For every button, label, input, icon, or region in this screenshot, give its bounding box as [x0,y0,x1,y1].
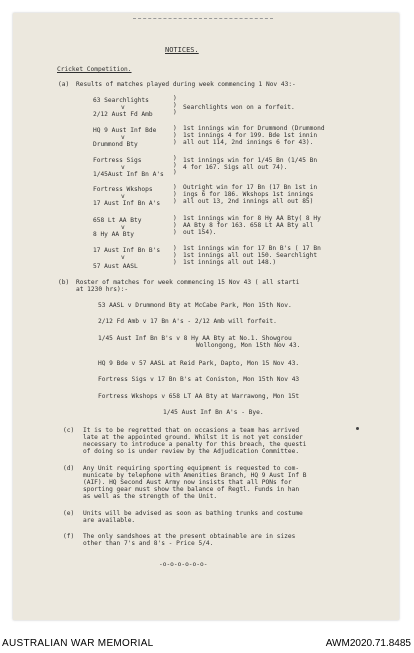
match-team2: 17 Aust Inf Bn A's [93,200,161,207]
match-result-line: 1st innings win for 1/45 Bn (1/45 Bn [183,157,318,164]
match-versus: v [121,104,125,111]
item-f-label: (f) [63,533,75,540]
fixture: 1/45 Aust Inf Bn B's v 8 Hy AA Bty at No.1. Showgrou [98,335,292,342]
match-result-line: out 154). [183,229,217,236]
item-c-line: of doing so is under review by the Adjudication Committee. [83,448,300,455]
brace: ) ) ) [173,155,177,176]
match-result-line: ings 6 for 186. Wkshops 1st innings [183,191,314,198]
match-result-line: 1st innings win for Drummond (Drummond [183,125,325,132]
item-f-line: other than 7's and 8's - Price 5/4. [83,540,214,547]
match-result-line: all out 13, 2nd innings all out 85) [183,198,314,205]
match-team1: HQ 9 Aust Inf Bde [93,127,157,134]
section-heading: Cricket Competition. [57,66,132,73]
match-versus: v [121,193,125,200]
item-b-intro: at 1230 hrs):- [76,286,129,293]
fixture: Fortress Wkshops v 658 LT AA Bty at Warrawong, Mon 15t [98,393,300,400]
fixture: HQ 9 Bde v 57 AASL at Reid Park, Dapto, Mon 15 Nov 43. [98,360,300,367]
match-team1: 17 Aust Inf Bn B's [93,247,161,254]
item-c-line: necessary to introduce a penalty for this breach, the questi [83,441,307,448]
brace: ) ) ) [173,215,177,236]
match-result-line: Outright win for 17 Bn (17 Bn 1st in [183,184,318,191]
item-d-line: Any Unit requiring sporting equipment is requested to com- [83,465,300,472]
item-e-label: (e) [63,510,75,517]
item-a-label: (a) [58,81,70,88]
match-result-line: 4 for 167. Sigs all out 74). [183,164,288,171]
document-page [13,13,399,620]
end-mark: -o-o-o-o-o-o- [159,561,208,568]
item-d-line: municate by telephone with Amenities Branch, HQ 9 Aust Inf B [83,472,307,479]
match-team2: 8 Hy AA Bty [93,231,134,238]
match-result-line: 1st innings win for 17 Bn B's ( 17 Bn [183,245,321,252]
item-e-line: Units will be advised as soon as bathing trunks and costume [83,510,303,517]
fixture: Wollongong, Mon 15th Nov 43. [196,342,301,349]
item-b-label: (b) [58,279,70,286]
item-d-line: (AIF). HQ Second Aust Army now insists that all PONs for [83,479,292,486]
item-c-line: It is to be regretted that on occasions a team has arrived [83,427,300,434]
item-d-label: (d) [63,465,75,472]
footer-bar [0,634,414,653]
fixture: 53 AASL v Drummond Bty at McCabe Park, Mon 15th Nov. [98,302,292,309]
match-result-line: 1st innings 4 for 199. Bde 1st innin [183,132,318,139]
match-result-line: all out 114, 2nd innings 6 for 43). [183,139,314,146]
match-team2: Drummond Bty [93,141,138,148]
footer-catalogue-id: AWM2020.71.8485 [325,638,411,649]
item-e-line: are available. [83,517,136,524]
footer-credit: AUSTRALIAN WAR MEMORIAL [2,638,154,649]
match-team2: 57 Aust AASL [93,263,138,270]
match-team2: 1/45Aust Inf Bn A's [93,171,164,178]
match-team1: Fortress Sigs [93,157,142,164]
match-team2: 2/12 Aust Fd Amb [93,111,153,118]
match-result-line: Searchlights won on a forfeit. [183,104,295,111]
item-b-intro: Roster of matches for week commencing 15 Nov 43 ( all starti [76,279,300,286]
fixture: Fortress Sigs v 17 Bn B's at Coniston, Mon 15th Nov 43 [98,376,300,383]
match-team1: 658 Lt AA Bty [93,217,142,224]
brace: ) ) ) [173,184,177,205]
item-c-label: (c) [63,427,75,434]
fixture: 2/12 Fd Amb v 17 Bn A's - 2/12 Amb will forfeit. [98,318,277,325]
match-result-line: 1st innings all out 148.) [183,259,277,266]
brace: ) ) ) [173,125,177,146]
match-versus: v [121,224,125,231]
item-a-intro: Results of matches played during week commencing 1 Nov 43:- [76,81,296,88]
match-result-line: 1st innings all out 150. Searchlight [183,252,318,259]
match-team1: 63 Searchlights [93,97,149,104]
match-versus: v [121,254,125,261]
item-d-line: as well as the strength of the Unit. [83,493,218,500]
match-result-line: AA Bty 8 for 163. 658 Lt AA Bty all [183,222,314,229]
match-versus: v [121,134,125,141]
ink-dot [356,427,359,430]
fixture: 1/45 Aust Inf Bn A's - Bye. [163,409,264,416]
top-rule [133,18,273,20]
page-title: NOTICES. [165,46,199,54]
match-versus: v [121,164,125,171]
item-f-line: The only sandshoes at the present obtainable are in sizes [83,533,296,540]
match-team1: Fortress Wkshops [93,186,153,193]
item-d-line: sporting gear must show the balance of Regtl. Funds in han [83,486,300,493]
item-c-line: late at the appointed ground. Whilst it is not yet consider [83,434,303,441]
match-result-line: 1st innings win for 8 Hy AA Bty( 8 Hy [183,215,321,222]
brace: ) ) ) [173,95,177,116]
brace: ) ) ) [173,245,177,266]
